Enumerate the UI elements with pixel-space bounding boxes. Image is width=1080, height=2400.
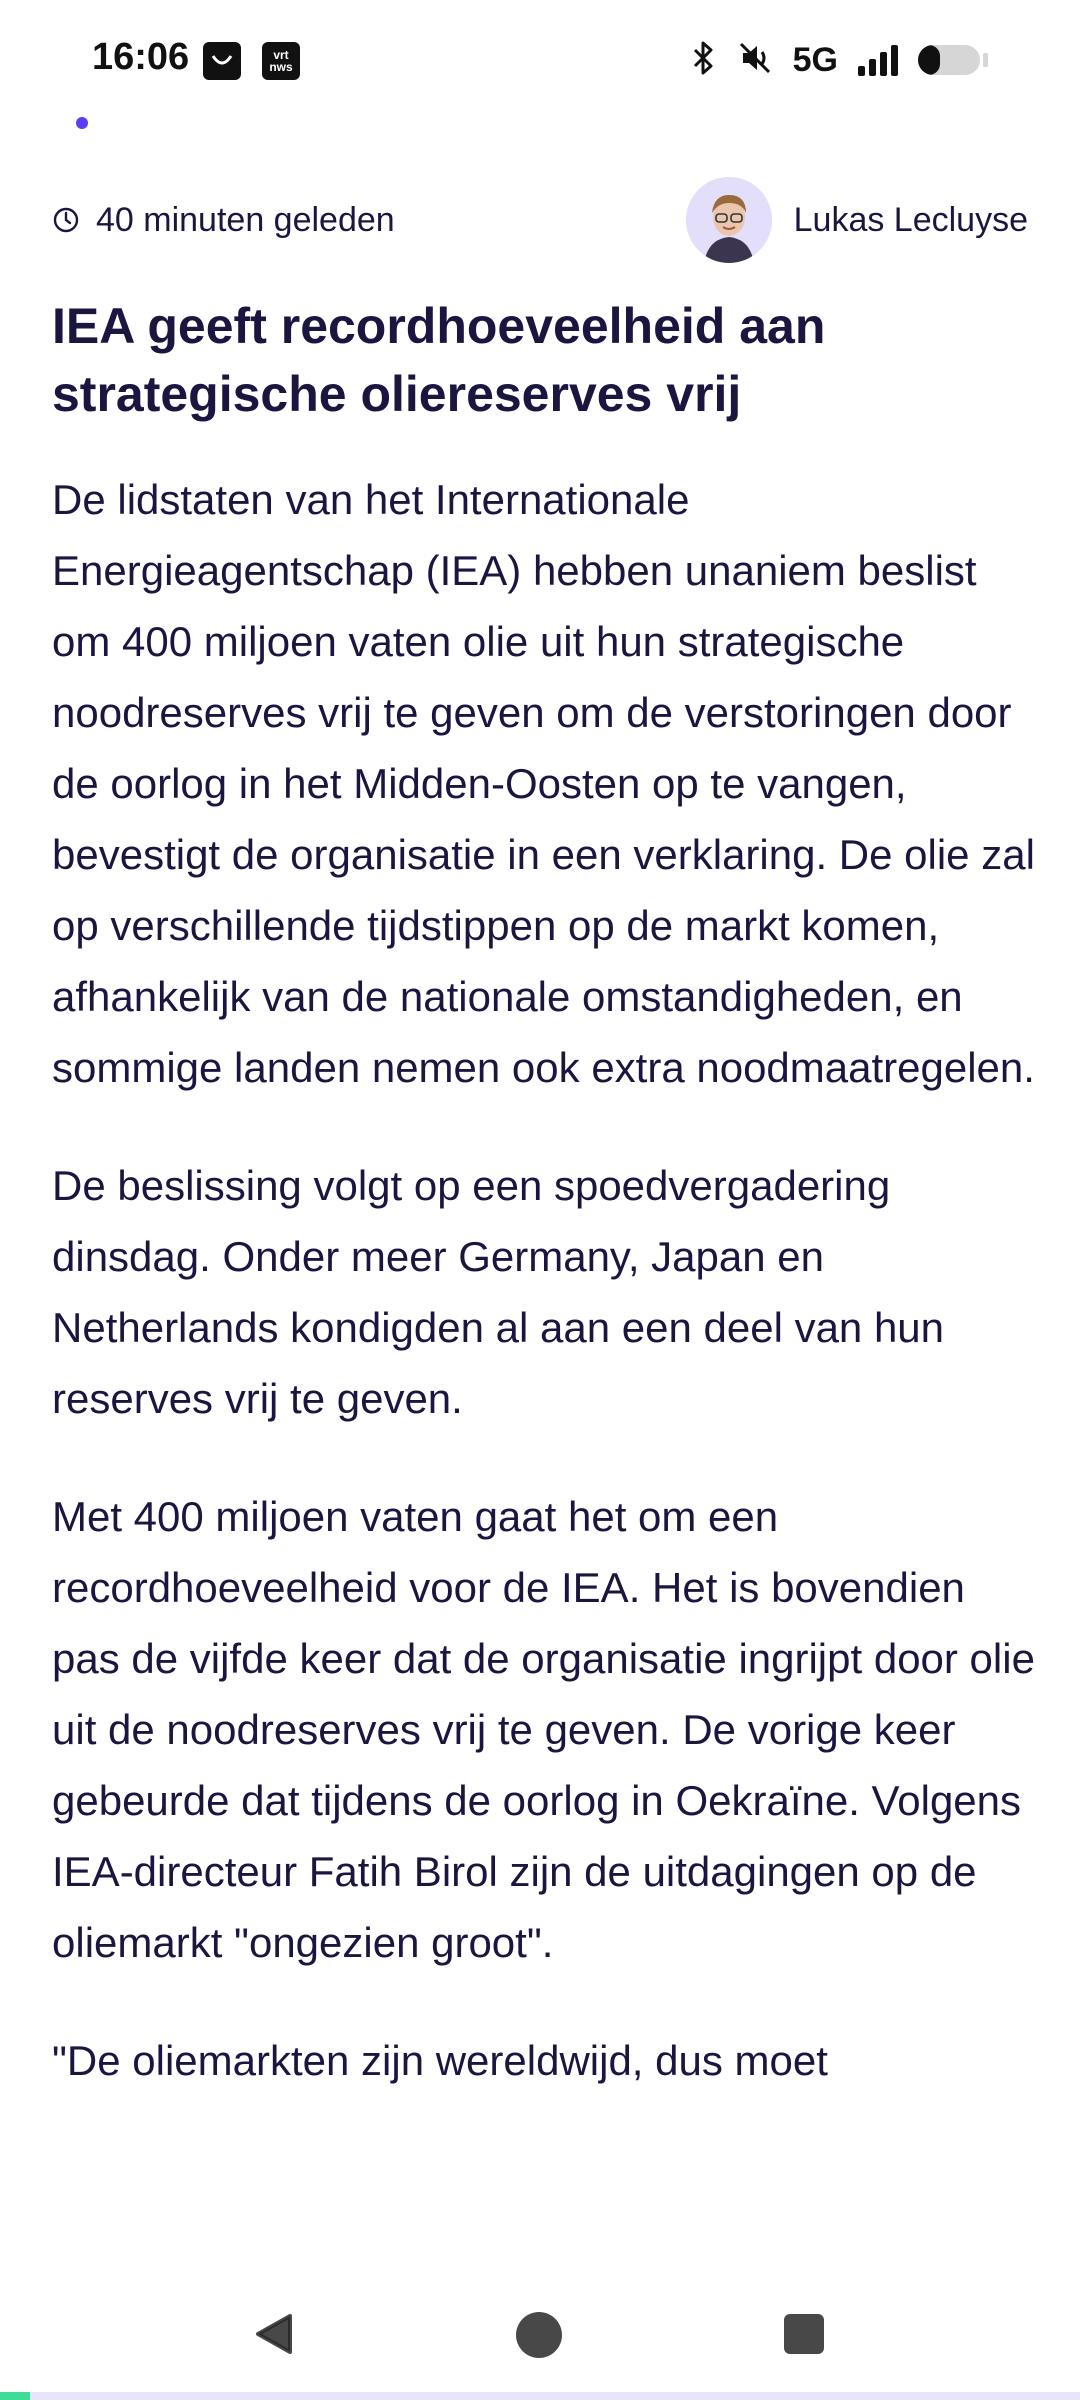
publish-time — [52, 201, 395, 240]
battery-body — [918, 45, 980, 75]
home-icon[interactable] — [516, 2312, 562, 2358]
paragraph: De lidstaten van het Internationale Energieagentschap (IEA) hebben unaniem beslist om 400 miljoen vaten olie uit hun strategische noodreserves vrij te geven om de verstoringen door de oorlog in het Midden-Oosten op te vangen, bevestigt de organisatie in een verklaring. De olie zal op verschillende tijdstippen op de markt komen, afhankelijk van de nationale omstandigheden, en sommige landen nemen ook extra noodmaatregelen. — [52, 476, 1035, 1091]
vrt-nws-icon — [262, 42, 300, 80]
bottom-strip-accent — [0, 2392, 30, 2400]
bluetooth-icon — [691, 40, 717, 81]
time-ago-label: 40 minuten geleden — [96, 200, 395, 239]
paragraph: Met 400 miljoen vaten gaat het om een recordhoeveelheid voor de IEA. Het is bovendien pas de vijfde keer dat de organisatie ingrijpt door olie uit de noodreserves vrij te geven. De vorige keer gebeurde dat tijdens de oorlog in Oekraïne. Volgens IEA-directeur Fatih Birol zijn de uitdagingen op de oliemarkt "ongezien groot". — [52, 1493, 1035, 1966]
network-type: 5G — [792, 40, 838, 79]
recents-icon[interactable] — [784, 2314, 824, 2354]
clock-icon — [52, 206, 80, 234]
author-avatar[interactable] — [686, 177, 772, 263]
bottom-strip — [0, 2392, 1080, 2400]
article-headline: IEA geeft recordhoeveelheid aan strategische oliereserves vrij — [52, 298, 826, 422]
nws-label: nws — [269, 60, 293, 74]
status-bar — [0, 0, 1080, 120]
author[interactable] — [686, 177, 1028, 263]
battery-icon — [918, 45, 988, 75]
signal-icon — [858, 44, 898, 76]
battery-fill — [918, 45, 940, 75]
status-time: 16:06 — [92, 36, 190, 78]
article-meta — [52, 175, 1028, 265]
vrt-label: vrt — [273, 48, 289, 62]
author-name[interactable]: Lukas Lecluyse — [793, 200, 1028, 239]
back-icon[interactable] — [252, 2312, 296, 2356]
status-right — [691, 36, 988, 84]
system-nav-bar — [0, 2290, 1080, 2380]
tiktok-icon — [203, 42, 241, 80]
timeline-dot — [76, 117, 88, 129]
paragraph: De beslissing volgt op een spoedvergadering dinsdag. Onder meer Germany, Japan en Netherlands kondigden al aan een deel van hun reserves vrij te geven. — [52, 1162, 945, 1422]
paragraph: "De oliemarkten zijn wereldwijd, dus moet — [52, 2037, 828, 2084]
battery-tip — [983, 53, 988, 67]
article-body — [52, 464, 1037, 2143]
mute-icon — [737, 40, 773, 81]
